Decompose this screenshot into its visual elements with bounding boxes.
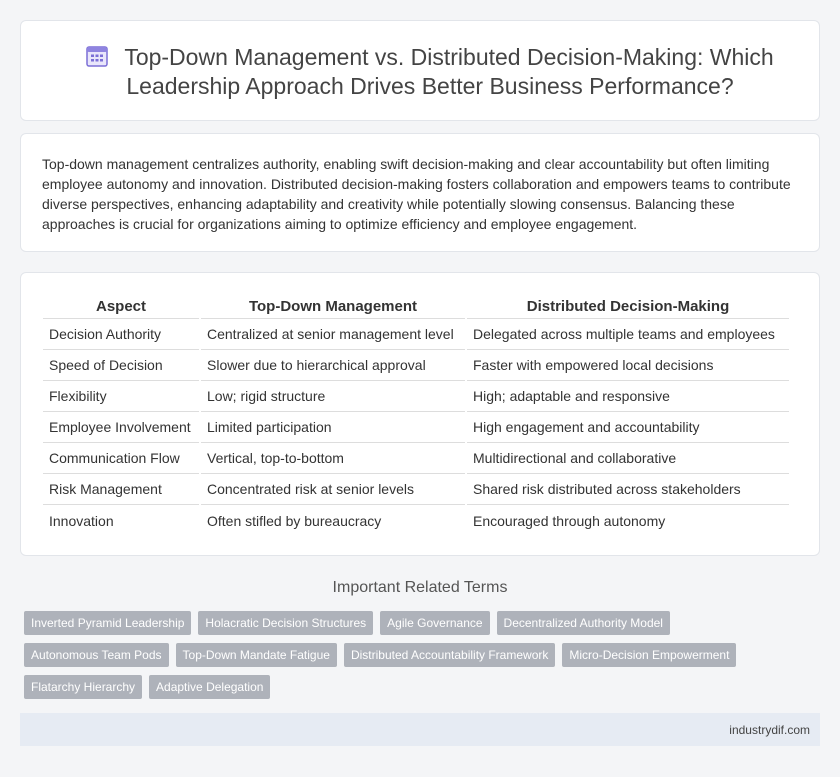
comparison-table <box>43 295 789 536</box>
title-card <box>20 20 820 121</box>
related-term-tag[interactable]: Inverted Pyramid Leadership <box>24 611 191 635</box>
cell-distributed: Delegated across multiple teams and employees <box>467 319 789 350</box>
cell-distributed: High engagement and accountability <box>467 412 789 443</box>
related-terms-heading: Important Related Terms <box>332 579 508 596</box>
table-header-row <box>43 295 789 319</box>
related-term-tag[interactable]: Micro-Decision Empowerment <box>562 643 736 667</box>
table-row <box>43 443 789 474</box>
cell-aspect: Decision Authority <box>43 319 199 350</box>
footer-bar <box>20 713 820 746</box>
summary-paragraph: Top-down management centralizes authority, enabling swift decision-making and clear accountability but often limiting employee autonomy and innovation. Distributed decision-making fosters collaboration and empowers teams to contribute diverse perspectives, enhancing adaptability and creativity while potentially slowing consensus. Balancing these approaches is crucial for organizations aiming to optimize efficiency and employee engagement. <box>42 156 791 232</box>
tag-row <box>24 611 804 643</box>
page-title-text: Top-Down Management vs. Distributed Decision-Making: Which Leadership Approach Drives Better Business Performance? <box>124 44 774 99</box>
calendar-grid-icon <box>86 44 110 68</box>
header-top-down: Top-Down Management <box>201 295 465 319</box>
cell-distributed: Faster with empowered local decisions <box>467 350 789 381</box>
related-term-tag[interactable]: Flatarchy Hierarchy <box>24 675 142 699</box>
header-aspect: Aspect <box>43 295 199 319</box>
cell-top-down: Often stifled by bureaucracy <box>207 512 382 529</box>
related-term-tag[interactable]: Autonomous Team Pods <box>24 643 169 667</box>
related-term-tag[interactable]: Holacratic Decision Structures <box>198 611 373 635</box>
cell-aspect: Risk Management <box>43 474 199 505</box>
cell-top-down: Concentrated risk at senior levels <box>201 474 465 505</box>
related-term-tag[interactable]: Decentralized Authority Model <box>497 611 670 635</box>
page-title <box>61 43 799 101</box>
table-row <box>43 319 789 350</box>
cell-aspect: Employee Involvement <box>43 412 199 443</box>
cell-aspect: Communication Flow <box>43 443 199 474</box>
title-wrap <box>61 43 799 101</box>
related-term-tag[interactable]: Agile Governance <box>380 611 489 635</box>
table-row <box>43 381 789 412</box>
cell-top-down: Vertical, top-to-bottom <box>201 443 465 474</box>
cell-distributed: Multidirectional and collaborative <box>467 443 789 474</box>
table-row <box>43 350 789 381</box>
cell-top-down: Slower due to hierarchical approval <box>201 350 465 381</box>
cell-aspect: Flexibility <box>43 381 199 412</box>
cell-distributed: Encouraged through autonomy <box>473 512 666 529</box>
related-terms-list <box>24 611 804 707</box>
comparison-table-card <box>20 272 820 556</box>
table-row <box>43 412 789 443</box>
table-row <box>43 505 789 536</box>
cell-top-down: Limited participation <box>201 412 465 443</box>
tag-row <box>24 675 804 707</box>
footer-site-link[interactable]: industrydif.com <box>729 723 810 737</box>
table-row <box>43 474 789 505</box>
related-term-tag[interactable]: Adaptive Delegation <box>149 675 270 699</box>
header-distributed: Distributed Decision-Making <box>467 295 789 319</box>
cell-aspect: Speed of Decision <box>43 350 199 381</box>
cell-distributed: Shared risk distributed across stakeholders <box>467 474 789 505</box>
cell-aspect: Innovation <box>49 512 114 529</box>
tag-row <box>24 643 804 675</box>
cell-top-down: Low; rigid structure <box>201 381 465 412</box>
cell-top-down: Centralized at senior management level <box>201 319 465 350</box>
summary-card <box>20 133 820 252</box>
cell-distributed: High; adaptable and responsive <box>467 381 789 412</box>
related-term-tag[interactable]: Distributed Accountability Framework <box>344 643 555 667</box>
related-term-tag[interactable]: Top-Down Mandate Fatigue <box>176 643 337 667</box>
